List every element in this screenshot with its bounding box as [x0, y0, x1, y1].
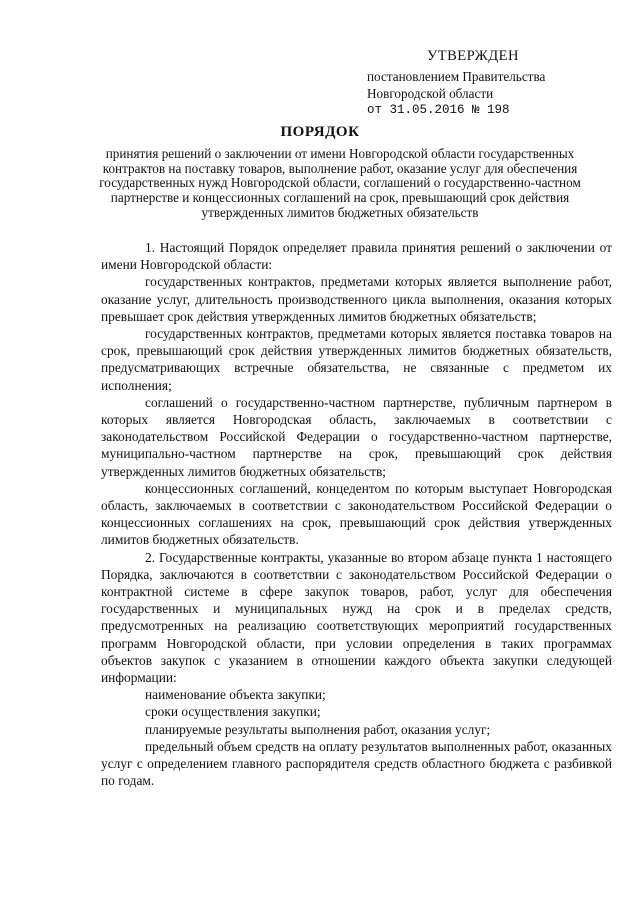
paragraph: государственных контрактов, предметами которых является поставка товаров на срок, превышающий срок действия утвержденных лимитов бюджетных обязательств, предусматривающих встречные обязательства, не связанные с предметом их исполнения;	[101, 326, 612, 393]
approval-stamp	[367, 48, 627, 119]
paragraph: сроки осуществления закупки;	[145, 704, 321, 720]
document-body	[101, 239, 612, 790]
paragraph: концессионных соглашений, концедентом по которым выступает Новгородская область, заключаемых в соответствии с законодательством Российской Федерации о концессионных соглашениях на срок, превышающий срок действия утвержденных лимитов бюджетных обязательств.	[101, 480, 612, 548]
paragraph: 1. Настоящий Порядок определяет правила принятия решений о заключении от имени Новгородской области:	[101, 240, 612, 273]
approval-heading: УТВЕРЖДЕН	[427, 48, 519, 64]
document-subtitle: принятия решений о заключении от имени Новгородской области государственных контрактов на поставку товаров, выполнение работ, оказание услуг для обеспечения государственных нужд Новгородской области, соглашений о государственно-частном партнерстве и концессионных соглашений на срок, превышающий срок действия утвержденных лимитов бюджетных обязательств	[99, 146, 581, 220]
paragraph: планируемые результаты выполнения работ, оказания услуг;	[145, 721, 491, 737]
approval-line-1: постановлением Правительства	[367, 69, 546, 84]
paragraph: 2. Государственные контракты, указанные во втором абзаце пункта 1 настоящего Порядка, заключаются в соответствии с законодательством Российской Федерации о контрактной системе в сфере закупок товаров, работ, услуг для обеспечения государственных и муниципальных нужд на срок и в пределах средств, предусмотренных на реализацию соответствующих мероприятий государственных программ Новгородской области, при условии определения в таких программах объектов закупок с указанием в отношении каждого объекта закупки следующей информации:	[101, 549, 612, 686]
approval-line-2: Новгородской области	[367, 86, 494, 101]
paragraph: наименование объекта закупки;	[145, 687, 326, 703]
approval-date: от 31.05.2016 № 198	[367, 103, 510, 117]
paragraph: предельный объем средств на оплату результатов выполненных работ, оказанных услуг с определением главного распорядителя средств областного бюджета с разбивкой по годам.	[101, 738, 612, 789]
paragraph: соглашений о государственно-частном партнерстве, публичным партнером в которых является Новгородская область, заключаемых в соответствии с законодательством Российской Федерации о государственно-частном партнерстве, муниципально-частном партнерстве на срок, превышающий срок действия утвержденных лимитов бюджетных обязательств;	[101, 394, 612, 479]
document-title: ПОРЯДОК	[280, 124, 360, 140]
paragraph: государственных контрактов, предметами которых является выполнение работ, оказание услуг, длительность производственного цикла выполнения, оказания которых превышает срок действия утвержденных лимитов бюджетных обязательств;	[101, 274, 612, 324]
